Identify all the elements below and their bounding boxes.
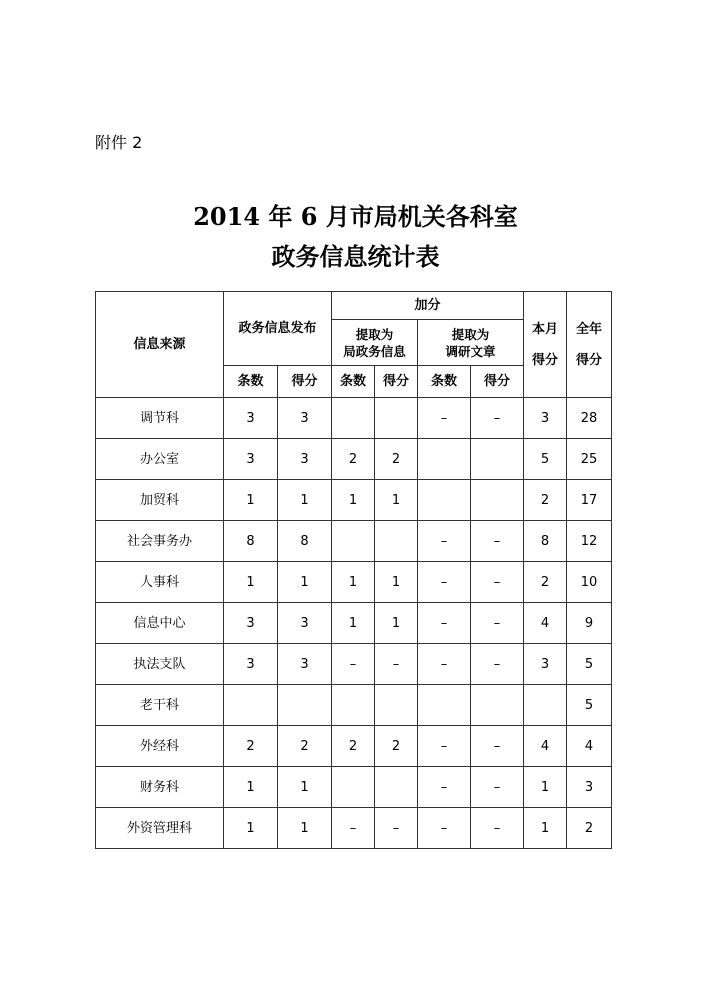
cell-pub-score: 3: [278, 644, 332, 685]
cell-source: 外资管理科: [96, 808, 224, 849]
cell-bureau-count: [332, 685, 375, 726]
table-row: [96, 480, 612, 521]
cell-month-score: 5: [524, 439, 567, 480]
cell-source: 财务科: [96, 767, 224, 808]
cell-pub-count: 3: [224, 439, 278, 480]
cell-bureau-score: [375, 521, 418, 562]
cell-year-score: 12: [567, 521, 612, 562]
cell-pub-score: 8: [278, 521, 332, 562]
cell-research-count: [418, 480, 471, 521]
cell-source: 办公室: [96, 439, 224, 480]
header-bureau-score: 得分: [375, 366, 418, 398]
table-row: [96, 644, 612, 685]
cell-bureau-score: 1: [375, 603, 418, 644]
header-month-line2: 得分: [532, 352, 559, 368]
cell-pub-count: 1: [224, 808, 278, 849]
cell-bureau-score: 2: [375, 726, 418, 767]
table-row: [96, 439, 612, 480]
header-year-line2: 得分: [576, 352, 603, 368]
cell-pub-score: 3: [278, 603, 332, 644]
cell-bureau-count: [332, 521, 375, 562]
cell-source: 社会事务办: [96, 521, 224, 562]
header-year-score: [567, 292, 612, 398]
cell-source: 执法支队: [96, 644, 224, 685]
cell-bureau-count: –: [332, 644, 375, 685]
table-row: [96, 685, 612, 726]
cell-pub-score: 2: [278, 726, 332, 767]
cell-month-score: 4: [524, 603, 567, 644]
cell-bureau-count: –: [332, 808, 375, 849]
cell-month-score: 4: [524, 726, 567, 767]
cell-year-score: 10: [567, 562, 612, 603]
cell-bureau-count: 1: [332, 480, 375, 521]
cell-bureau-score: [375, 767, 418, 808]
cell-bureau-count: 1: [332, 603, 375, 644]
cell-source: 加贸科: [96, 480, 224, 521]
cell-research-score: –: [471, 644, 524, 685]
cell-pub-count: 3: [224, 398, 278, 439]
header-bonus-bureau-line1: 提取为: [355, 326, 394, 342]
cell-pub-score: [278, 685, 332, 726]
cell-bureau-score: –: [375, 644, 418, 685]
header-source: 信息来源: [96, 292, 224, 398]
cell-year-score: 5: [567, 644, 612, 685]
header-research-score: 得分: [471, 366, 524, 398]
cell-research-score: –: [471, 603, 524, 644]
cell-pub-score: 1: [278, 480, 332, 521]
header-month-score: [524, 292, 567, 398]
cell-pub-score: 3: [278, 398, 332, 439]
cell-source: 信息中心: [96, 603, 224, 644]
cell-pub-count: [224, 685, 278, 726]
header-bonus-bureau-line2: 局政务信息: [343, 343, 406, 359]
header-bonus-research: [418, 320, 524, 366]
cell-research-score: –: [471, 726, 524, 767]
cell-bureau-count: 1: [332, 562, 375, 603]
table-row: [96, 767, 612, 808]
cell-pub-count: 8: [224, 521, 278, 562]
header-month-line1: 本月: [532, 321, 559, 337]
cell-research-count: –: [418, 767, 471, 808]
cell-research-score: –: [471, 808, 524, 849]
cell-year-score: 17: [567, 480, 612, 521]
cell-bureau-score: –: [375, 808, 418, 849]
cell-pub-score: 1: [278, 767, 332, 808]
table-row: [96, 521, 612, 562]
cell-research-score: –: [471, 562, 524, 603]
cell-research-count: –: [418, 398, 471, 439]
header-bureau-count: 条数: [332, 366, 375, 398]
cell-source: 人事科: [96, 562, 224, 603]
attachment-label: 附件 2: [95, 133, 143, 152]
table-row: [96, 562, 612, 603]
cell-bureau-count: 2: [332, 439, 375, 480]
cell-pub-score: 1: [278, 808, 332, 849]
cell-research-count: –: [418, 603, 471, 644]
cell-year-score: 4: [567, 726, 612, 767]
header-bonus: 加分: [332, 292, 524, 320]
cell-research-count: –: [418, 644, 471, 685]
cell-pub-count: 2: [224, 726, 278, 767]
cell-month-score: 3: [524, 398, 567, 439]
cell-bureau-score: 2: [375, 439, 418, 480]
cell-research-score: –: [471, 521, 524, 562]
cell-month-score: 2: [524, 562, 567, 603]
header-publish: 政务信息发布: [224, 292, 332, 366]
cell-month-score: 3: [524, 644, 567, 685]
header-year-line1: 全年: [576, 321, 603, 337]
cell-bureau-score: [375, 398, 418, 439]
table-row: [96, 398, 612, 439]
cell-month-score: 8: [524, 521, 567, 562]
cell-source: 外经科: [96, 726, 224, 767]
header-pub-score: 得分: [278, 366, 332, 398]
cell-research-score: –: [471, 398, 524, 439]
cell-bureau-count: [332, 767, 375, 808]
cell-month-score: 1: [524, 808, 567, 849]
cell-pub-count: 1: [224, 480, 278, 521]
cell-research-count: [418, 439, 471, 480]
cell-year-score: 9: [567, 603, 612, 644]
cell-bureau-score: 1: [375, 562, 418, 603]
cell-research-count: –: [418, 562, 471, 603]
statistics-table: [95, 291, 612, 849]
page-title-line1: 2014 年 6 月市局机关各科室: [193, 202, 518, 231]
table-row: [96, 808, 612, 849]
cell-pub-count: 3: [224, 644, 278, 685]
cell-source: 调节科: [96, 398, 224, 439]
cell-research-count: –: [418, 808, 471, 849]
cell-month-score: 1: [524, 767, 567, 808]
table-row: [96, 726, 612, 767]
cell-bureau-count: 2: [332, 726, 375, 767]
cell-bureau-score: [375, 685, 418, 726]
cell-research-score: [471, 439, 524, 480]
cell-source: 老干科: [96, 685, 224, 726]
cell-research-score: [471, 480, 524, 521]
page-title-line2: 政务信息统计表: [271, 242, 440, 271]
cell-pub-count: 1: [224, 562, 278, 603]
cell-pub-count: 3: [224, 603, 278, 644]
cell-year-score: 28: [567, 398, 612, 439]
header-bonus-bureau: [332, 320, 418, 366]
table-row: [96, 603, 612, 644]
cell-year-score: 3: [567, 767, 612, 808]
header-pub-count: 条数: [224, 366, 278, 398]
cell-research-score: [471, 685, 524, 726]
cell-bureau-count: [332, 398, 375, 439]
header-bonus-research-line2: 调研文章: [445, 343, 496, 359]
cell-year-score: 5: [567, 685, 612, 726]
cell-research-count: [418, 685, 471, 726]
cell-year-score: 25: [567, 439, 612, 480]
cell-pub-score: 1: [278, 562, 332, 603]
header-research-count: 条数: [418, 366, 471, 398]
header-bonus-research-line1: 提取为: [451, 326, 490, 342]
cell-pub-score: 3: [278, 439, 332, 480]
cell-year-score: 2: [567, 808, 612, 849]
cell-research-count: –: [418, 521, 471, 562]
cell-month-score: 2: [524, 480, 567, 521]
cell-pub-count: 1: [224, 767, 278, 808]
cell-bureau-score: 1: [375, 480, 418, 521]
cell-research-score: –: [471, 767, 524, 808]
cell-month-score: [524, 685, 567, 726]
cell-research-count: –: [418, 726, 471, 767]
